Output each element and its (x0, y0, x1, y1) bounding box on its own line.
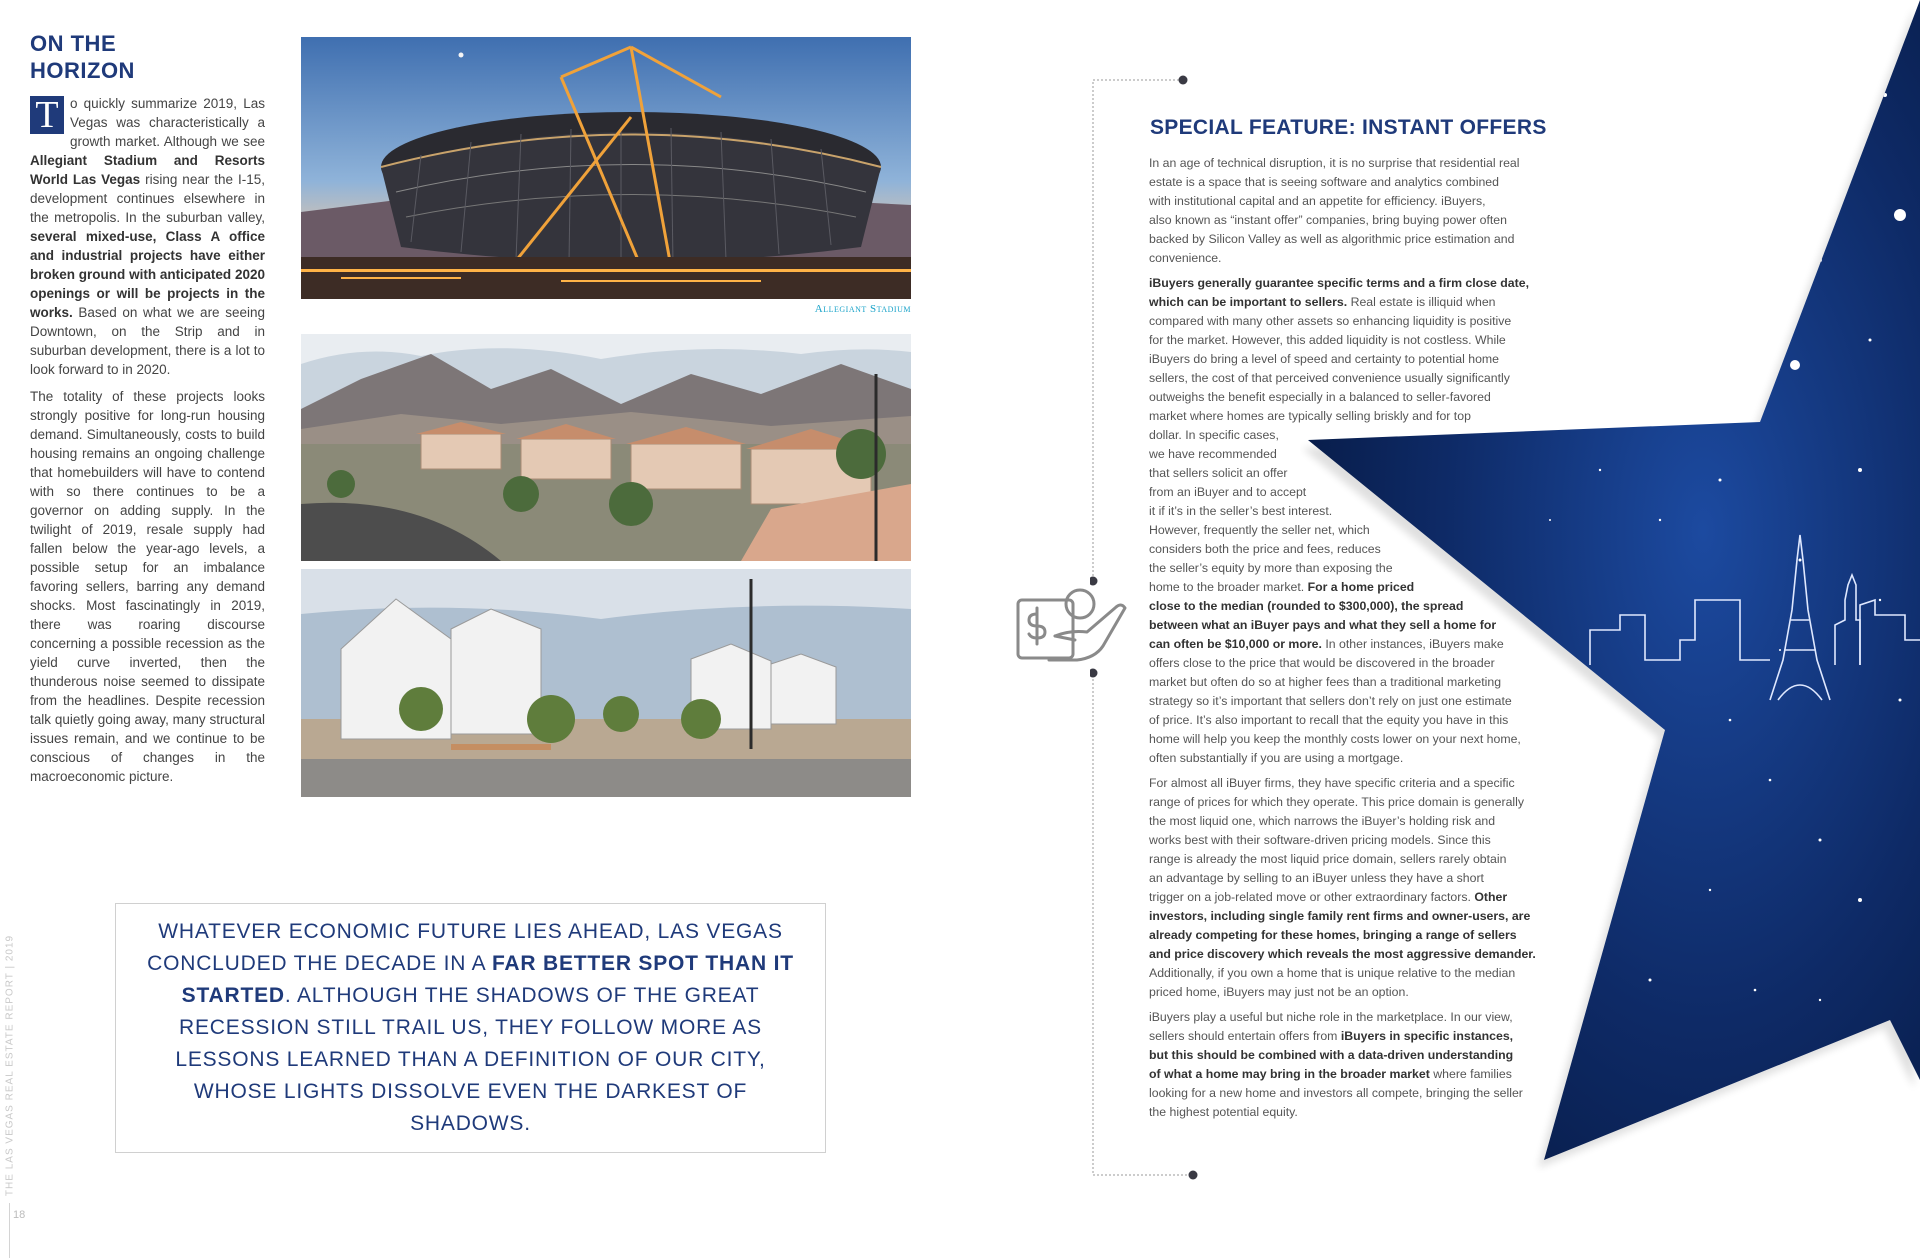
line: of price. It’s also important to recall that the equity you have in this (1149, 713, 1509, 727)
section-title-line1: ON THE (30, 31, 117, 56)
text-run: In other instances, iBuyers make (1321, 637, 1504, 651)
line: iBuyers play a useful but niche role in the marketplace. In our view, (1149, 1010, 1513, 1024)
text-run: trigger on a job-related move or other extraordinary factors. (1149, 890, 1475, 904)
line: Additionally, if you own a home that is unique relative to the median (1149, 966, 1516, 980)
text-run: . ALTHOUGH THE SHADOWS OF THE GREAT RECESSION STILL TRAIL US, THEY FOLLOW MORE AS LESSONS LEARNED THAN A DEFINITION OF OUR CITY, WHOSE LIGHTS DISSOLVE EVEN THE DARKEST OF SHADOWS. (175, 984, 766, 1135)
text-run: WHATEVER ECONOMIC FUTURE LIES AHEAD, LAS VEGAS CONCLUDED THE DECADE IN A (147, 920, 783, 975)
line: range is already the most liquid price domain, sellers rarely obtain (1149, 852, 1507, 866)
line: often substantially if you are using a mortgage. (1149, 751, 1404, 765)
line: from an iBuyer and to accept (1149, 485, 1307, 499)
line: we have recommended (1149, 447, 1277, 461)
line: investors, including single family rent firms and owner-users, are (1149, 909, 1531, 923)
modern-homes-photo (301, 569, 911, 797)
text-run: home to the broader market. (1149, 580, 1308, 594)
line: it if it’s in the seller’s best interest. (1149, 504, 1333, 518)
feature-paragraph-2 (1149, 274, 1536, 768)
bold-run: which can be important to sellers. (1149, 295, 1348, 309)
horizon-paragraph-1 (30, 94, 265, 379)
line: but this should be combined with a data-driven understanding (1149, 1048, 1514, 1062)
line: that sellers solicit an offer (1149, 466, 1288, 480)
line: works best with their software-driven pricing models. Since this (1149, 833, 1491, 847)
line (1149, 293, 1536, 312)
text-run: where families (1429, 1067, 1512, 1081)
line: close to the median (rounded to $300,000), the spread (1149, 599, 1464, 613)
line: also known as “instant offer” companies, bring buying power often (1149, 213, 1507, 227)
bold-run: several mixed-use, Class A office and industrial projects have either broken ground with anticipated 2020 openings or will be projects in the works. (30, 229, 265, 320)
line: market but often do so at higher fees than a traditional marketing (1149, 675, 1502, 689)
line: outweighs the benefit especially in a balanced to seller-favored (1149, 390, 1491, 404)
line: strategy so it’s important that sellers don’t rely on just one estimate (1149, 694, 1512, 708)
line: considers both the price and fees, reduces (1149, 542, 1381, 556)
line: the most liquid one, which narrows the iBuyer’s holding risk and (1149, 814, 1496, 828)
bold-run: For a home priced (1307, 580, 1415, 594)
line (1149, 1027, 1536, 1046)
feature-paragraph-1 (1149, 154, 1536, 268)
line: home will help you keep the monthly costs lower on your next home, (1149, 732, 1521, 746)
line: offers close to the price that would be discovered in the broader (1149, 656, 1495, 670)
line: looking for a new home and investors all compete, bringing the seller (1149, 1086, 1523, 1100)
line: dollar. In specific cases, (1149, 428, 1279, 442)
bold-run: iBuyers in specific instances, (1340, 1029, 1514, 1043)
line: convenience. (1149, 251, 1222, 265)
line: compared with many other assets so enhancing liquidity is positive (1149, 314, 1512, 328)
pull-quote (131, 916, 811, 1140)
bold-run: FAR BETTER SPOT THAN IT STARTED (181, 952, 794, 1007)
line: In an age of technical disruption, it is no surprise that residential real (1149, 156, 1520, 170)
photo-caption: Allegiant Stadium (814, 303, 911, 315)
page-number-rule (9, 1203, 10, 1258)
text-run: Based on what we are seeing Downtown, on the Strip and in suburban development, there is a lot to look forward to in 2020. (30, 305, 265, 377)
line: with institutional capital and an appetite for efficiency. iBuyers, (1149, 194, 1486, 208)
line: iBuyers do bring a level of speed and certainty to potential home (1149, 352, 1499, 366)
line (1149, 1065, 1536, 1084)
line: However, frequently the seller net, which (1149, 523, 1370, 537)
line: the highest potential equity. (1149, 1105, 1298, 1119)
section-title (30, 30, 270, 84)
line: sellers, the cost of that perceived convenience usually significantly (1149, 371, 1510, 385)
horizon-article (30, 94, 265, 794)
line: estate is a space that is seeing software and analytics combined (1149, 175, 1499, 189)
line: backed by Silicon Valley as well as algorithmic price estimation and (1149, 232, 1515, 246)
horizon-paragraph-2: The totality of these projects looks strongly positive for long-run housing demand. Simultaneously, costs to build housing remains an ongoing challenge that homebuilders will have to contend with so there continues to be a governor on adding supply. In the twilight of 2019, resale supply had fallen below the year-ago levels, a possible setup for an imbalance favoring sellers, barring any demand shocks. Most fascinatingly in 2019, there was roaring discourse concerning a possible recession as the yield curve inverted, then the thunderous noise seemed to dissipate from the headlines. Despite recession talk quietly going away, many structural issues remain, and we continue to be conscious of changes in the macroeconomic picture. (30, 389, 265, 784)
feature-paragraph-4 (1149, 1008, 1536, 1122)
page-number: 18 (13, 1209, 26, 1221)
line: For almost all iBuyer firms, they have specific criteria and a specific (1149, 776, 1515, 790)
line: iBuyers generally guarantee specific terms and a firm close date, (1149, 276, 1529, 290)
line: for the market. However, this added liquidity is not costless. While (1149, 333, 1506, 347)
neighborhood-photo (301, 334, 911, 561)
line: priced home, iBuyers may just not be an option. (1149, 985, 1409, 999)
line: an advantage by selling to an iBuyer unless they have a short (1149, 871, 1484, 885)
text-run: Real estate is illiquid when (1347, 295, 1496, 309)
feature-article (1149, 154, 1536, 1128)
feature-title: SPECIAL FEATURE: INSTANT OFFERS (1150, 116, 1547, 139)
line: between what an iBuyer pays and what they sell a home for (1149, 618, 1497, 632)
line (1149, 635, 1536, 654)
text-run: o quickly summarize 2019, Las Vegas was characteristically a growth market. Although we see (70, 96, 265, 149)
report-side-label: THE LAS VEGAS REAL ESTATE REPORT | 2019 (4, 934, 16, 1197)
section-title-line2: HORIZON (30, 58, 135, 83)
line: and price discovery which reveals the most aggressive demander. (1149, 947, 1536, 961)
text-run: rising near the I-15, development continues elsewhere in the metropolis. In the suburban valley, (30, 172, 265, 225)
bold-run: Allegiant Stadium and Resorts World Las Vegas (30, 153, 265, 187)
feature-paragraph-3 (1149, 774, 1536, 1002)
drop-cap: T (30, 96, 64, 134)
line (1149, 578, 1536, 597)
hand-offer-dollar-icon (1015, 578, 1135, 678)
stadium-photo (301, 37, 911, 299)
line (1149, 888, 1536, 907)
bold-run: of what a home may bring in the broader market (1149, 1067, 1430, 1081)
text-run: sellers should entertain offers from (1149, 1029, 1341, 1043)
line: already competing for these homes, bringing a range of sellers (1149, 928, 1517, 942)
pull-quote-box (115, 903, 826, 1153)
bold-run: Other (1474, 890, 1508, 904)
line: range of prices for which they operate. This price domain is generally (1149, 795, 1525, 809)
bold-run: can often be $10,000 or more. (1149, 637, 1322, 651)
line: market where homes are typically selling briskly and for top (1149, 409, 1471, 423)
line: the seller’s equity by more than exposing the (1149, 561, 1393, 575)
